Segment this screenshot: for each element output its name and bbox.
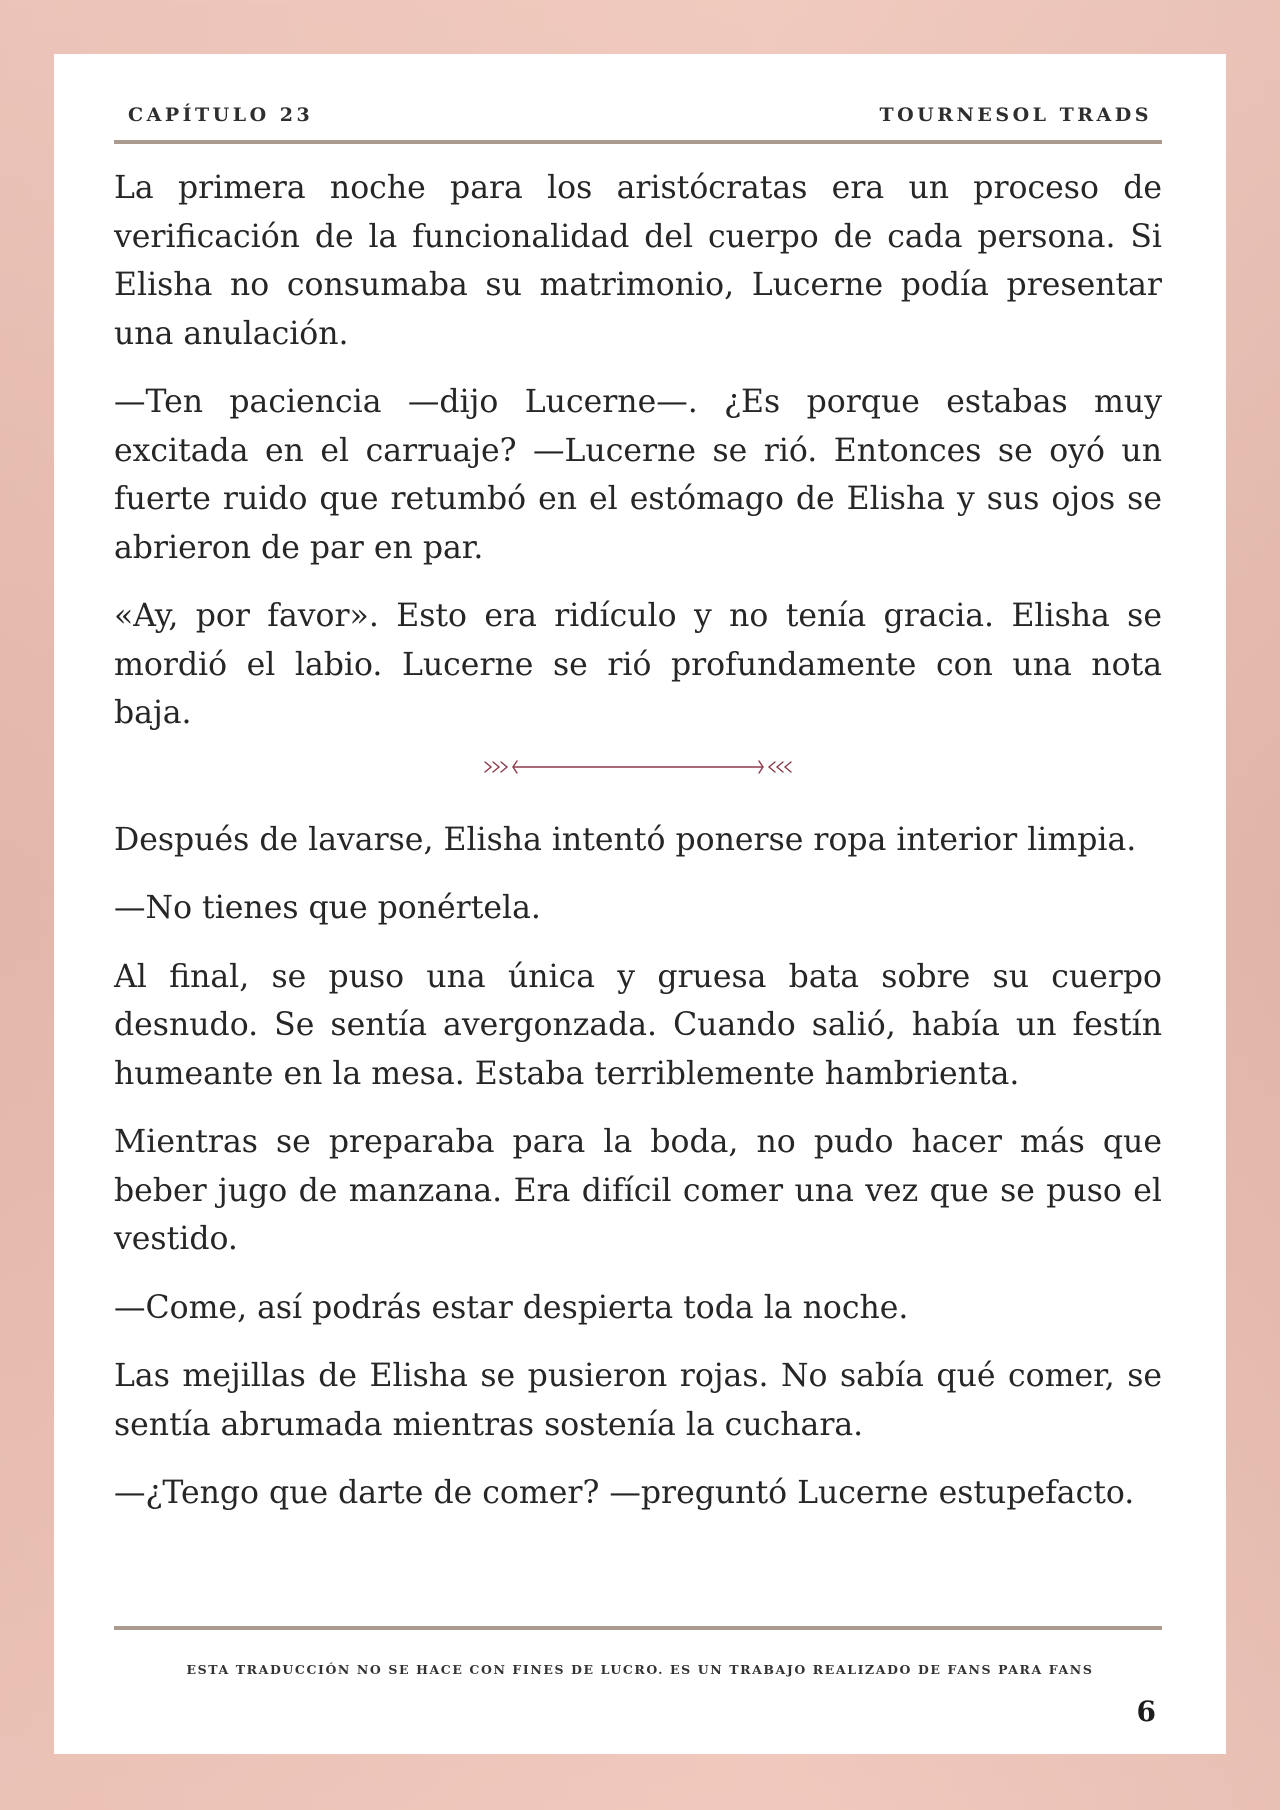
paragraph: —No tienes que ponértela. <box>114 890 541 926</box>
paragraph: Mientras se preparaba para la boda, no pudo hacer más que beber jugo de manzana. Era difícil comer una vez que se puso el vestido. <box>114 1124 1162 1257</box>
body-text <box>114 164 1162 1538</box>
page-number: 6 <box>1136 1695 1156 1728</box>
header-rule <box>114 140 1162 144</box>
document-page <box>54 54 1226 1754</box>
arrow-divider-icon <box>483 755 793 779</box>
paragraph: Al final, se puso una única y gruesa bata sobre su cuerpo desnudo. Se sentía avergonzada. Cuando salió, había un festín humeante en la mesa. Estaba terriblemente hambrienta. <box>114 958 1162 1092</box>
paragraph: —Come, así podrás estar despierta toda la noche. <box>114 1289 909 1326</box>
paragraph: «Ay, por favor». Esto era ridículo y no tenía gracia. Elisha se mordió el labio. Lucerne se rió profundamente con una nota baja. <box>114 598 1162 731</box>
paragraph: Las mejillas de Elisha se pusieron rojas. No sabía qué comer, se sentía abrumada mientras sostenía la cuchara. <box>114 1358 1162 1443</box>
group-label: TOURNESOL TRADS <box>879 104 1152 126</box>
scene-break <box>114 752 1162 782</box>
chapter-label: CAPÍTULO 23 <box>128 104 314 126</box>
running-header <box>120 104 1160 144</box>
paragraph: —¿Tengo que darte de comer? —preguntó Lucerne estupefacto. <box>114 1475 1135 1511</box>
footer-disclaimer: ESTA TRADUCCIÓN NO SE HACE CON FINES DE LUCRO. ES UN TRABAJO REALIZADO DE FANS PARA FANS <box>186 1662 1094 1677</box>
footer-rule <box>114 1626 1162 1630</box>
paragraph: La primera noche para los aristócratas era un proceso de verificación de la funcionalidad del cuerpo de cada persona. Si Elisha no consumaba su matrimonio, Lucerne podía presentar una anulación. <box>114 170 1162 352</box>
paragraph: Después de lavarse, Elisha intentó ponerse ropa interior limpia. <box>114 821 1137 858</box>
paragraph: —Ten paciencia —dijo Lucerne—. ¿Es porque estabas muy excitada en el carruaje? —Lucerne se rió. Entonces se oyó un fuerte ruido que retumbó en el estómago de Elisha y sus ojos se abrieron de par en par. <box>114 384 1162 566</box>
